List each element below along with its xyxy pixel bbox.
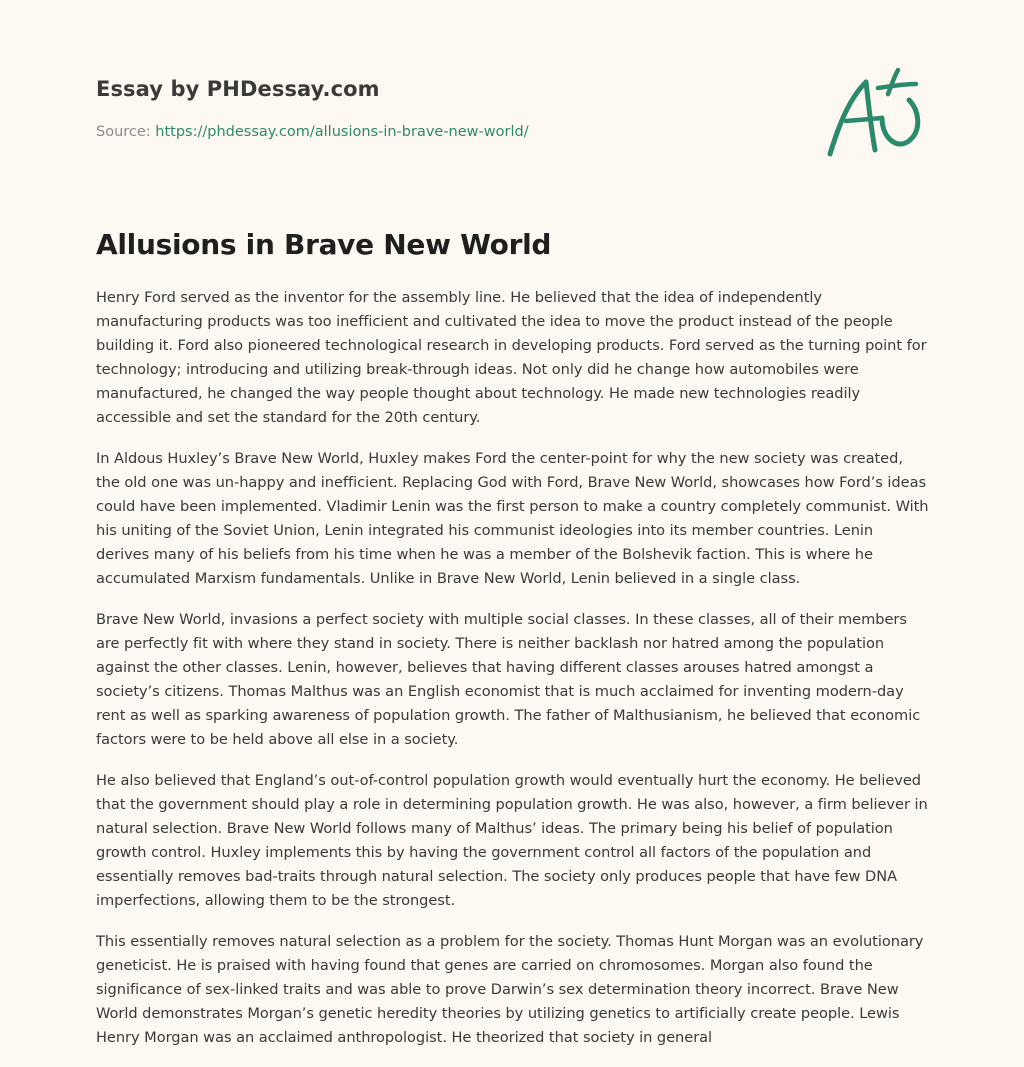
a-plus-logo-icon	[818, 66, 930, 166]
brand-title: Essay by PHDessay.com	[96, 77, 380, 101]
article-paragraph: This essentially removes natural selection as a problem for the society. Thomas Hunt Morgan was an evolutionary geneticist. He is praised with having found that genes are carried on chromosomes. Morgan also found the significance of sex-linked traits and was able to prove Darwin’s sex determination theory incorrect. Brave New World demonstrates Morgan’s genetic heredity theories by utilizing genetics to artificially create people. Lewis Henry Morgan was an acclaimed anthropologist. He theorized that society in general	[96, 933, 924, 1046]
article-paragraph: He also believed that England’s out-of-control population growth would eventually hurt the economy. He believed that the government should play a role in determining population growth. He was also, however, a firm believer in natural selection. Brave New World follows many of Malthus’ ideas. The primary being his belief of population growth control. Huxley implements this by having the government control all factors of the population and essentially removes bad-traits through natural selection. The society only produces people that have few DNA imperfections, allowing them to be the strongest.	[96, 772, 928, 909]
source-line	[96, 122, 796, 142]
source-link[interactable]: https://phdessay.com/allusions-in-brave-new-world/	[155, 124, 529, 140]
article-paragraph: Brave New World, invasions a perfect society with multiple social classes. In these classes, all of their members are perfectly fit with where they stand in society. There is neither backlash nor hatred among the population against the other classes. Lenin, however, believes that having different classes arouses hatred amongst a society’s citizens. Thomas Malthus was an English economist that is much acclaimed for inventing modern-day rent as well as sparking awareness of population growth. The father of Malthusianism, he believed that economic factors were to be held above all else in a society.	[96, 611, 921, 748]
article-paragraph: Henry Ford served as the inventor for the assembly line. He believed that the idea of independently manufacturing products was too inefficient and cultivated the idea to move the product instead of the people building it. Ford also pioneered technological research in developing products. Ford served as the turning point for technology; introducing and utilizing break-through ideas. Not only did he change how automobiles were manufactured, he changed the way people thought about technology. He made new technologies readily accessible and set the standard for the 20th century.	[96, 289, 927, 426]
source-label: Source:	[96, 124, 151, 140]
article-paragraph: In Aldous Huxley’s Brave New World, Huxley makes Ford the center-point for why the new society was created, the old one was un-happy and inefficient. Replacing God with Ford, Brave New World, showcases how Ford’s ideas could have been implemented. Vladimir Lenin was the first person to make a country completely communist. With his uniting of the Soviet Union, Lenin integrated his communist ideologies into its member countries. Lenin derives many of his beliefs from his time when he was a member of the Bolshevik faction. This is where he accumulated Marxism fundamentals. Unlike in Brave New World, Lenin believed in a single class.	[96, 450, 929, 587]
essay-header	[96, 74, 796, 142]
article-body	[96, 286, 930, 1067]
article-title: Allusions in Brave New World	[96, 228, 552, 261]
